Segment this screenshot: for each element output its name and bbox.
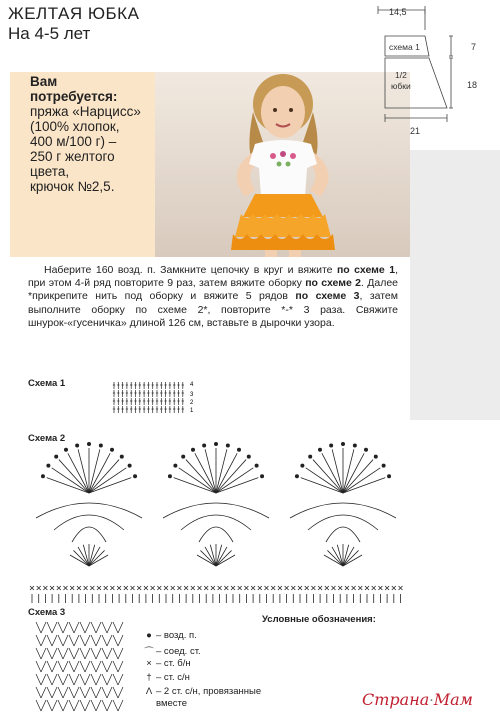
stitch-mark	[58, 661, 63, 672]
stitch-mark	[36, 661, 41, 672]
stitch-mark	[47, 622, 52, 633]
sc-mark	[372, 586, 376, 590]
stitch-mark	[118, 687, 123, 698]
legend-text: – ст. б/н	[156, 658, 191, 669]
sc-mark	[251, 586, 255, 590]
chain-dot	[120, 455, 123, 458]
schematic-label-scheme1: схема 1	[389, 42, 420, 52]
legend-text: – 2 ст. с/н, провязанные	[156, 686, 262, 697]
watermark-dot: ·	[429, 693, 434, 709]
chain-dot	[191, 448, 194, 451]
stitch-mark	[36, 635, 41, 646]
page-shadow	[410, 150, 500, 420]
chain-dot	[382, 464, 385, 467]
stitch-mark	[47, 478, 89, 493]
stitch-mark	[58, 648, 63, 659]
stitch-mark	[80, 648, 85, 659]
sc-mark	[204, 586, 208, 590]
chain-dot	[309, 455, 312, 458]
stitch-mark	[96, 687, 101, 698]
stitch-mark	[102, 700, 107, 711]
stitch-mark	[96, 648, 101, 659]
chain-dot	[226, 444, 229, 447]
chain-dot	[203, 444, 206, 447]
stitch-mark	[89, 478, 131, 493]
stitch-mark	[107, 700, 112, 711]
stitch-mark	[85, 700, 90, 711]
schematic-dim-7: 7	[471, 42, 477, 52]
watermark-part: Страна	[362, 690, 430, 709]
chain-icon: ●	[146, 630, 152, 641]
sc-mark	[110, 586, 114, 590]
scheme2-chart	[26, 438, 406, 606]
watermark-part: Мам	[433, 690, 473, 709]
stitch-mark	[113, 648, 118, 659]
schematic-label-skirt: юбки	[391, 81, 411, 91]
chain-arch	[72, 527, 106, 542]
sc-mark	[64, 586, 68, 590]
stitch-mark	[69, 700, 74, 711]
sc-mark	[332, 586, 336, 590]
stitch-mark	[80, 700, 85, 711]
stitch-mark	[41, 648, 46, 659]
sc-mark	[305, 586, 309, 590]
chain-dot	[341, 442, 344, 445]
legend-item	[142, 644, 201, 658]
stitch-mark	[85, 635, 90, 646]
sc-mark	[265, 586, 269, 590]
page-title: ЖЕЛТАЯ ЮБКА	[8, 4, 140, 23]
stitch-mark	[113, 700, 118, 711]
sc-mark	[97, 586, 101, 590]
chain-dot	[99, 444, 102, 447]
stitch-mark	[118, 700, 123, 711]
chain-arch	[54, 515, 124, 530]
sc-mark	[365, 586, 369, 590]
sc-mark	[318, 586, 322, 590]
sc-mark	[144, 586, 148, 590]
sc-mark	[57, 586, 61, 590]
scheme1-chart	[110, 378, 200, 414]
stitch-mark	[63, 687, 68, 698]
chain-arch	[181, 515, 251, 530]
sc-mark	[70, 586, 74, 590]
stitch-mark	[36, 648, 41, 659]
chain-dot	[76, 444, 79, 447]
stitch-mark	[52, 622, 57, 633]
stitch-mark	[113, 661, 118, 672]
stitch-mark	[47, 648, 52, 659]
sc-mark	[244, 586, 248, 590]
stitch-mark	[96, 622, 101, 633]
stitch-mark	[102, 635, 107, 646]
stitch-mark	[52, 674, 57, 685]
stitch-mark	[80, 661, 85, 672]
sc-mark	[392, 586, 396, 590]
stitch-mark	[41, 687, 46, 698]
stitch-mark	[63, 622, 68, 633]
stitch-mark	[58, 700, 63, 711]
stitch-mark	[118, 661, 123, 672]
legend-text: – соед. ст.	[156, 645, 201, 657]
stitch-mark	[74, 622, 79, 633]
page-subtitle: На 4-5 лет	[8, 24, 91, 43]
sc-mark	[278, 586, 282, 590]
sc-mark	[211, 586, 215, 590]
scheme2-label: Схема 2	[28, 433, 66, 444]
stitch-mark	[96, 674, 101, 685]
stitch-mark	[113, 687, 118, 698]
stitch-mark	[80, 687, 85, 698]
materials-list	[30, 104, 170, 194]
stitch-mark	[47, 635, 52, 646]
sc-mark	[345, 586, 349, 590]
stitch-mark	[216, 478, 258, 493]
sc-mark	[171, 586, 175, 590]
stitch-mark	[58, 622, 63, 633]
stitch-mark	[102, 661, 107, 672]
stitch-mark	[107, 622, 112, 633]
stitch-mark	[41, 674, 46, 685]
sc-mark	[137, 586, 141, 590]
stitch-mark	[91, 674, 96, 685]
sc-mark	[378, 586, 382, 590]
scheme3-chart	[30, 618, 130, 718]
instructions-bold: по схеме 1	[336, 264, 396, 276]
stitch-mark	[102, 687, 107, 698]
stitch-mark	[41, 635, 46, 646]
chain-arch	[36, 503, 142, 518]
watermark-logo	[362, 690, 473, 709]
chain-arch	[326, 527, 360, 542]
legend-text: – возд. п.	[156, 630, 197, 641]
chain-dot	[374, 455, 377, 458]
slip-stitch-icon: ⌒	[144, 647, 154, 658]
sc-mark	[151, 586, 155, 590]
stitch-mark	[96, 700, 101, 711]
stitch-mark	[74, 674, 79, 685]
stitch-mark	[74, 648, 79, 659]
sc-mark	[224, 586, 228, 590]
stitch-mark	[91, 700, 96, 711]
skirt-schematic	[365, 0, 500, 140]
stitch-mark	[80, 635, 85, 646]
materials-line: цвета,	[30, 164, 70, 179]
sc-mark	[50, 586, 54, 590]
chain-dot	[174, 464, 177, 467]
stitch-mark	[63, 674, 68, 685]
row-number: 1	[190, 408, 194, 414]
chain-dot	[255, 464, 258, 467]
instructions-bold: по схеме 3	[295, 290, 360, 303]
chain-arch	[163, 503, 269, 518]
chain-dot	[128, 464, 131, 467]
materials-line: 250 г желтого	[30, 149, 115, 164]
sc-mark	[271, 586, 275, 590]
stitch-mark	[52, 661, 57, 672]
stitch-mark	[91, 661, 96, 672]
row-number: 3	[190, 392, 194, 398]
materials-line: крючок №2,5.	[30, 179, 115, 194]
sc-mark	[37, 586, 41, 590]
legend-text: – ст. с/н	[156, 672, 190, 683]
stitch-mark	[41, 700, 46, 711]
stitch-mark	[52, 700, 57, 711]
stitch-mark	[41, 661, 46, 672]
stitch-mark	[96, 635, 101, 646]
chain-dot	[353, 444, 356, 447]
chain-dot	[64, 448, 67, 451]
stitch-mark	[69, 622, 74, 633]
chain-dot	[87, 442, 90, 445]
legend-item	[142, 686, 261, 697]
sc-mark	[104, 586, 108, 590]
chain-dot	[260, 475, 263, 478]
stitch-mark	[107, 661, 112, 672]
stitch-mark	[36, 700, 41, 711]
sc-mark	[117, 586, 121, 590]
materials-heading	[30, 74, 117, 104]
stitch-mark	[102, 622, 107, 633]
sc-mark	[184, 586, 188, 590]
chain-dot	[330, 444, 333, 447]
stitch-mark	[85, 622, 90, 633]
sc-mark	[399, 586, 403, 590]
chain-dot	[182, 455, 185, 458]
materials-line: 400 м/100 г) –	[30, 134, 117, 149]
instructions-text	[28, 264, 398, 330]
sc-mark	[231, 586, 235, 590]
sc-mark	[218, 586, 222, 590]
double-crochet-icon: †	[146, 672, 152, 683]
schematic-dim-18: 18	[467, 80, 478, 90]
stitch-mark	[63, 635, 68, 646]
dc2tog-icon: Λ	[145, 686, 153, 697]
sc-mark	[43, 586, 47, 590]
stitch-mark	[58, 635, 63, 646]
stitch-mark	[113, 635, 118, 646]
stitch-mark	[102, 648, 107, 659]
legend-item	[142, 698, 187, 709]
stitch-mark	[343, 478, 385, 493]
sc-mark	[191, 586, 195, 590]
stitch-mark	[107, 635, 112, 646]
stitch-mark	[107, 648, 112, 659]
sc-mark	[298, 586, 302, 590]
stitch-mark	[174, 478, 216, 493]
sc-mark	[285, 586, 289, 590]
sc-mark	[352, 586, 356, 590]
sc-mark	[358, 586, 362, 590]
chain-arch	[199, 527, 233, 542]
stitch-mark	[91, 635, 96, 646]
instructions-part: , при этом 4-й ряд повторите 9 раз, затем вяжите оборку	[28, 264, 398, 290]
sc-mark	[177, 586, 181, 590]
stitch-mark	[47, 700, 52, 711]
stitch-mark	[69, 648, 74, 659]
stitch-mark	[41, 622, 46, 633]
stitch-mark	[69, 687, 74, 698]
stitch-mark	[113, 674, 118, 685]
stitch-mark	[63, 661, 68, 672]
materials-line: пряжа «Нарцисс»	[30, 104, 141, 119]
sc-mark	[157, 586, 161, 590]
chain-dot	[133, 475, 136, 478]
legend-item	[142, 630, 197, 641]
stitch-mark	[107, 687, 112, 698]
chain-dot	[318, 448, 321, 451]
chain-dot	[110, 448, 113, 451]
stitch-mark	[80, 622, 85, 633]
stitch-mark	[80, 674, 85, 685]
sc-mark	[84, 586, 88, 590]
chain-dot	[237, 448, 240, 451]
chain-dot	[364, 448, 367, 451]
stitch-mark	[47, 661, 52, 672]
sc-mark	[238, 586, 242, 590]
sc-mark	[385, 586, 389, 590]
sc-mark	[77, 586, 81, 590]
sc-mark	[325, 586, 329, 590]
legend-item	[142, 672, 190, 683]
stitch-mark	[91, 648, 96, 659]
scheme3-label: Схема 3	[28, 607, 66, 618]
stitch-mark	[69, 661, 74, 672]
instructions-bold: по схеме 2	[305, 277, 362, 290]
sc-mark	[258, 586, 262, 590]
sc-mark	[30, 586, 34, 590]
sc-mark	[338, 586, 342, 590]
stitch-mark	[69, 674, 74, 685]
stitch-mark	[85, 674, 90, 685]
stitch-mark	[85, 661, 90, 672]
stitch-mark	[52, 635, 57, 646]
stitch-mark	[74, 635, 79, 646]
stitch-mark	[118, 648, 123, 659]
stitch-mark	[58, 687, 63, 698]
stitch-mark	[36, 687, 41, 698]
materials-heading-line2: потребуется:	[30, 89, 118, 104]
chain-dot	[301, 464, 304, 467]
stitch-mark	[91, 622, 96, 633]
sc-mark	[198, 586, 202, 590]
stitch-mark	[118, 674, 123, 685]
stitch-mark	[52, 648, 57, 659]
stitch-mark	[52, 687, 57, 698]
stitch-mark	[69, 635, 74, 646]
stitch-mark	[118, 622, 123, 633]
sc-mark	[164, 586, 168, 590]
stitch-mark	[74, 661, 79, 672]
stitch-mark	[74, 687, 79, 698]
stitch-mark	[102, 674, 107, 685]
stitch-mark	[74, 700, 79, 711]
legend-item	[142, 658, 191, 669]
single-crochet-icon: ×	[146, 658, 152, 669]
chain-dot	[55, 455, 58, 458]
instructions-part: , затем выполните оборку по схеме 2*, повторите *-* 3 раза. Свяжите шнурок-«гусеничка» длиной 126 см, вставьте в дырочки узора.	[28, 290, 398, 329]
chain-dot	[387, 475, 390, 478]
sc-mark	[291, 586, 295, 590]
legend-text: вместе	[156, 698, 188, 709]
sc-mark	[90, 586, 94, 590]
stitch-mark	[63, 648, 68, 659]
row-number: 2	[190, 400, 194, 406]
stitch-mark	[85, 687, 90, 698]
row-number: 4	[190, 382, 194, 388]
stitch-mark	[36, 674, 41, 685]
stitch-mark	[47, 674, 52, 685]
chain-dot	[41, 475, 44, 478]
sc-mark	[311, 586, 315, 590]
stitch-mark	[113, 622, 118, 633]
stitch-mark	[301, 478, 343, 493]
stitch-mark	[91, 687, 96, 698]
stitch-mark	[63, 700, 68, 711]
stitch-mark	[58, 674, 63, 685]
stitch-mark	[47, 687, 52, 698]
legend-title: Условные обозначения:	[262, 614, 376, 625]
schematic-top-width: 14,5	[389, 7, 407, 17]
chain-arch	[308, 515, 378, 530]
instructions-part: Наберите 160 возд. п. Замкните цепочку в круг и вяжите	[44, 264, 333, 276]
stitch-mark	[96, 661, 101, 672]
chain-dot	[214, 442, 217, 445]
scheme1-label: Схема 1	[28, 378, 66, 389]
stitch-mark	[36, 622, 41, 633]
chain-dot	[247, 455, 250, 458]
stitch-mark	[107, 674, 112, 685]
stitch-mark	[118, 635, 123, 646]
chain-dot	[47, 464, 50, 467]
schematic-bottom-width: 21	[410, 126, 421, 136]
stitch-mark	[85, 648, 90, 659]
sc-mark	[124, 586, 128, 590]
chain-arch	[290, 503, 396, 518]
instructions-part: . Далее *прикрепите нить под оборку и вяжите 5 рядов	[28, 277, 399, 303]
materials-heading-line1: Вам	[30, 74, 58, 89]
schematic-label-half: 1/2	[395, 70, 407, 80]
materials-line: (100% хлопок,	[30, 119, 120, 134]
chain-dot	[168, 475, 171, 478]
sc-mark	[131, 586, 135, 590]
chain-dot	[295, 475, 298, 478]
